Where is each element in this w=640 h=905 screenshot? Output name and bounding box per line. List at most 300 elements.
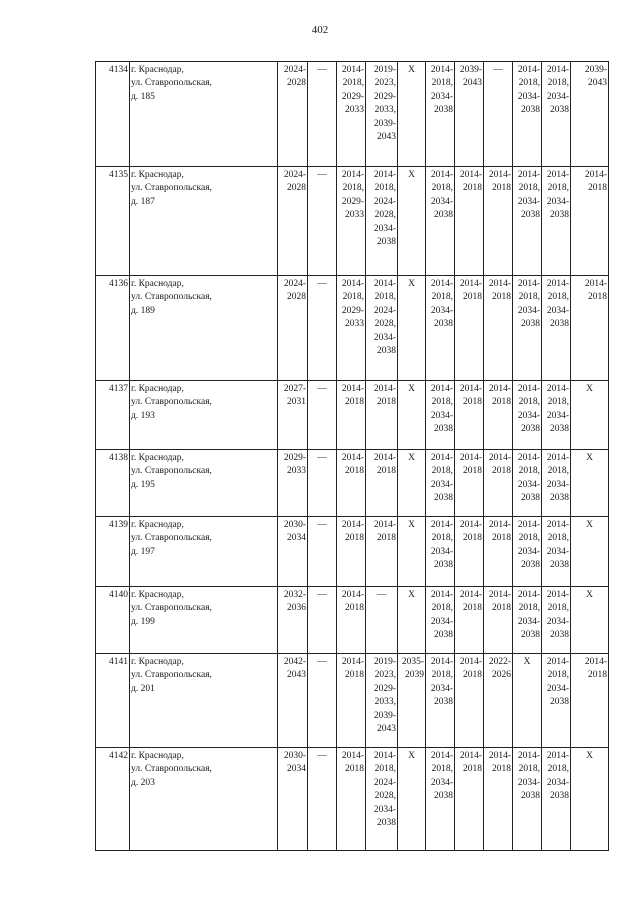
period-cell	[426, 587, 455, 654]
period-line: 2018	[377, 397, 396, 408]
period-line: 2018	[588, 670, 607, 681]
period-cell	[426, 654, 455, 748]
period-line: 2028	[287, 78, 306, 89]
period-line: 2014-	[517, 384, 540, 394]
period-line: 2018	[463, 466, 482, 477]
period-line: 2038	[521, 791, 540, 802]
period-line: 2014-	[373, 520, 396, 530]
period-line: 2014-	[430, 65, 453, 75]
period-cell	[366, 381, 398, 450]
empty-mark: —	[308, 654, 337, 748]
period-line: 2039-	[373, 710, 396, 721]
not-applicable-mark: X	[398, 62, 426, 167]
period-line: 2034-	[517, 616, 540, 627]
period-line: 2014-	[341, 590, 364, 600]
address-line: д. 195	[131, 479, 155, 490]
period-cell	[455, 62, 484, 167]
period-line: 2034-	[430, 777, 453, 788]
period-line: 2033	[287, 466, 306, 477]
period-line: 2019-	[373, 65, 396, 75]
period-cell	[366, 62, 398, 167]
period-cell	[484, 381, 513, 450]
period-line: 2014-	[488, 279, 511, 289]
empty-mark: —	[308, 62, 337, 167]
period-line: 2014-	[459, 279, 482, 289]
period-line: 2014-	[373, 453, 396, 463]
period-cell	[366, 450, 398, 517]
period-line: 2018,	[518, 292, 540, 303]
period-cell	[571, 276, 609, 381]
period-line: 2018,	[518, 183, 540, 194]
period-line: 2034-	[517, 410, 540, 421]
period-line: 2018	[588, 292, 607, 303]
period-line: 2018,	[431, 292, 453, 303]
period-line: 2036	[287, 603, 306, 614]
period-line: 2042-	[283, 657, 306, 667]
period-line: 2028	[287, 183, 306, 194]
table-row	[96, 587, 609, 654]
period-line: 2018	[463, 533, 482, 544]
period-line: 2014-	[430, 751, 453, 761]
address-cell	[130, 587, 278, 654]
row-number: 4139	[96, 517, 130, 587]
period-line: 2018,	[374, 764, 396, 775]
row-number: 4141	[96, 654, 130, 748]
period-line: 2014-	[341, 520, 364, 530]
period-line: 2034	[287, 533, 306, 544]
period-line: 2014-	[546, 657, 569, 667]
period-line: 2014-	[341, 657, 364, 667]
period-line: 2014-	[517, 590, 540, 600]
period-line: 2014-	[546, 453, 569, 463]
period-line: 2032-	[283, 590, 306, 600]
period-line: 2018,	[431, 764, 453, 775]
period-cell	[484, 167, 513, 276]
address-cell	[130, 167, 278, 276]
period-line: 2033,	[374, 697, 396, 708]
period-cell	[571, 62, 609, 167]
period-cell	[337, 587, 366, 654]
period-cell	[278, 167, 308, 276]
period-line: 2018	[463, 397, 482, 408]
period-line: 2014-	[517, 453, 540, 463]
period-line: 2034-	[546, 305, 569, 316]
period-cell	[542, 450, 571, 517]
period-cell	[337, 450, 366, 517]
period-line: 2014-	[546, 65, 569, 75]
row-number: 4137	[96, 381, 130, 450]
not-applicable-mark: X	[398, 587, 426, 654]
period-cell	[366, 517, 398, 587]
period-line: 2018,	[547, 397, 569, 408]
period-line: 2014-	[341, 65, 364, 75]
period-line: 2014-	[341, 170, 364, 180]
table-row	[96, 381, 609, 450]
period-line: 2024-	[373, 305, 396, 316]
housing-register-table	[95, 61, 609, 851]
address-line: г. Краснодар,	[131, 751, 184, 761]
period-line: 2034-	[546, 410, 569, 421]
period-cell	[398, 654, 426, 748]
period-line: 2018,	[431, 533, 453, 544]
period-line: 2038	[550, 210, 569, 221]
period-line: 2018	[377, 466, 396, 477]
address-line: д. 203	[131, 777, 155, 788]
period-line: 2034-	[517, 91, 540, 102]
period-line: 2014-	[584, 170, 607, 180]
period-line: 2038	[550, 630, 569, 641]
period-line: 2014-	[459, 170, 482, 180]
period-line: 2018,	[547, 764, 569, 775]
period-line: 2034-	[517, 305, 540, 316]
period-line: 2028,	[374, 319, 396, 330]
period-line: 2039-	[373, 118, 396, 129]
not-applicable-mark: X	[398, 517, 426, 587]
period-line: 2038	[521, 105, 540, 116]
not-applicable-mark: X	[571, 450, 609, 517]
address-line: г. Краснодар,	[131, 170, 184, 180]
period-line: 2014-	[430, 384, 453, 394]
address-cell	[130, 748, 278, 851]
period-line: 2039-	[459, 65, 482, 75]
period-line: 2043	[377, 724, 396, 735]
period-line: 2019-	[373, 657, 396, 667]
empty-mark: —	[308, 381, 337, 450]
period-line: 2014-	[488, 453, 511, 463]
period-line: 2018	[377, 533, 396, 544]
period-line: 2030-	[283, 520, 306, 530]
period-line: 2018	[463, 292, 482, 303]
period-line: 2023,	[374, 670, 396, 681]
table-row	[96, 450, 609, 517]
period-cell	[484, 517, 513, 587]
period-line: 2034-	[546, 777, 569, 788]
period-line: 2033	[345, 319, 364, 330]
address-cell	[130, 450, 278, 517]
period-cell	[513, 748, 542, 851]
address-line: ул. Ставропольская,	[131, 466, 212, 477]
period-line: 2018	[345, 764, 364, 775]
period-cell	[366, 167, 398, 276]
period-cell	[484, 450, 513, 517]
period-line: 2018,	[518, 764, 540, 775]
address-line: г. Краснодар,	[131, 590, 184, 600]
period-line: 2034-	[517, 777, 540, 788]
row-number: 4135	[96, 167, 130, 276]
period-line: 2034-	[430, 91, 453, 102]
not-applicable-mark: X	[571, 748, 609, 851]
period-line: 2018	[345, 397, 364, 408]
period-line: 2038	[434, 791, 453, 802]
row-number: 4138	[96, 450, 130, 517]
period-line: 2038	[434, 424, 453, 435]
period-line: 2034-	[546, 479, 569, 490]
period-line: 2024-	[283, 170, 306, 180]
not-applicable-mark: X	[398, 450, 426, 517]
period-line: 2038	[434, 697, 453, 708]
table-row	[96, 276, 609, 381]
period-line: 2018,	[547, 603, 569, 614]
period-cell	[455, 587, 484, 654]
period-line: 2018,	[342, 292, 364, 303]
empty-mark: —	[308, 517, 337, 587]
period-line: 2018	[463, 764, 482, 775]
period-line: 2034-	[430, 479, 453, 490]
period-line: 2014-	[459, 657, 482, 667]
period-line: 2018,	[431, 603, 453, 614]
period-line: 2014-	[373, 279, 396, 289]
period-line: 2038	[550, 105, 569, 116]
period-line: 2014-	[430, 453, 453, 463]
period-cell	[455, 517, 484, 587]
period-line: 2014-	[546, 279, 569, 289]
period-line: 2018,	[547, 670, 569, 681]
address-line: д. 199	[131, 616, 155, 627]
period-line: 2043	[463, 78, 482, 89]
period-line: 2031	[287, 397, 306, 408]
period-line: 2033	[345, 210, 364, 221]
period-line: 2038	[550, 493, 569, 504]
period-cell	[337, 748, 366, 851]
period-line: 2029-	[373, 91, 396, 102]
period-line: 2014-	[517, 65, 540, 75]
period-line: 2014-	[430, 590, 453, 600]
empty-mark: —	[308, 276, 337, 381]
period-line: 2034-	[430, 616, 453, 627]
period-line: 2027-	[283, 384, 306, 394]
period-cell	[513, 517, 542, 587]
period-line: 2034-	[430, 410, 453, 421]
address-line: г. Краснодар,	[131, 384, 184, 394]
period-cell	[366, 276, 398, 381]
period-line: 2014-	[341, 384, 364, 394]
period-line: 2033,	[374, 105, 396, 116]
address-line: ул. Ставропольская,	[131, 764, 212, 775]
period-line: 2018,	[518, 533, 540, 544]
period-cell	[278, 654, 308, 748]
address-line: д. 185	[131, 91, 155, 102]
period-line: 2018	[463, 603, 482, 614]
period-line: 2018,	[547, 183, 569, 194]
address-line: ул. Ставропольская,	[131, 533, 212, 544]
period-cell	[455, 450, 484, 517]
not-applicable-mark: X	[398, 748, 426, 851]
period-line: 2014-	[430, 657, 453, 667]
address-line: д. 187	[131, 196, 155, 207]
period-line: 2018,	[342, 183, 364, 194]
period-line: 2039	[405, 670, 424, 681]
period-line: 2038	[521, 319, 540, 330]
address-line: д. 193	[131, 410, 155, 421]
period-line: 2033	[345, 105, 364, 116]
period-cell	[278, 381, 308, 450]
address-line: д. 197	[131, 546, 155, 557]
period-cell	[426, 167, 455, 276]
period-line: 2034-	[430, 305, 453, 316]
address-line: г. Краснодар,	[131, 657, 184, 667]
period-line: 2034-	[430, 546, 453, 557]
period-line: 2038	[434, 560, 453, 571]
table-row	[96, 654, 609, 748]
period-line: 2014-	[546, 384, 569, 394]
period-line: 2024-	[283, 279, 306, 289]
period-cell	[278, 62, 308, 167]
period-line: 2030-	[283, 751, 306, 761]
page-number: 402	[311, 24, 329, 36]
period-cell	[337, 381, 366, 450]
table-row	[96, 167, 609, 276]
period-cell	[571, 167, 609, 276]
period-line: 2014-	[341, 453, 364, 463]
period-line: 2018,	[374, 292, 396, 303]
address-line: г. Краснодар,	[131, 453, 184, 463]
period-line: 2038	[434, 210, 453, 221]
period-line: 2034	[287, 764, 306, 775]
address-line: д. 189	[131, 305, 155, 316]
period-line: 2014-	[517, 279, 540, 289]
period-cell	[366, 748, 398, 851]
period-cell	[542, 62, 571, 167]
period-line: 2018,	[518, 466, 540, 477]
period-line: 2018,	[547, 466, 569, 477]
period-line: 2018	[345, 466, 364, 477]
period-line: 2018,	[431, 397, 453, 408]
period-cell	[484, 276, 513, 381]
period-cell	[513, 167, 542, 276]
period-line: 2022-	[488, 657, 511, 667]
address-cell	[130, 654, 278, 748]
period-cell	[278, 587, 308, 654]
period-line: 2034-	[430, 196, 453, 207]
period-line: 2026	[492, 670, 511, 681]
period-line: 2014-	[341, 751, 364, 761]
not-applicable-mark: X	[398, 381, 426, 450]
period-cell	[513, 62, 542, 167]
not-applicable-mark: X	[398, 276, 426, 381]
period-line: 2038	[521, 424, 540, 435]
period-cell	[278, 748, 308, 851]
period-line: 2014-	[373, 384, 396, 394]
period-line: 2024-	[283, 65, 306, 75]
period-cell	[426, 450, 455, 517]
period-cell	[426, 517, 455, 587]
period-cell	[542, 167, 571, 276]
period-line: 2018	[345, 603, 364, 614]
period-line: 2029-	[341, 91, 364, 102]
empty-mark: —	[308, 587, 337, 654]
empty-mark: —	[308, 167, 337, 276]
not-applicable-mark: X	[571, 587, 609, 654]
period-line: 2018	[345, 670, 364, 681]
period-line: 2038	[377, 818, 396, 829]
period-cell	[426, 276, 455, 381]
period-line: 2014-	[546, 751, 569, 761]
period-cell	[542, 276, 571, 381]
not-applicable-mark: X	[398, 167, 426, 276]
period-line: 2018,	[374, 183, 396, 194]
address-line: д. 201	[131, 683, 155, 694]
empty-mark: —	[484, 62, 513, 167]
period-cell	[455, 748, 484, 851]
period-line: 2018	[492, 397, 511, 408]
period-cell	[542, 748, 571, 851]
period-line: 2014-	[488, 384, 511, 394]
period-line: 2018	[492, 533, 511, 544]
period-line: 2038	[434, 105, 453, 116]
period-line: 2034-	[373, 804, 396, 815]
period-line: 2034-	[517, 196, 540, 207]
period-line: 2018,	[342, 78, 364, 89]
period-cell	[513, 587, 542, 654]
period-line: 2038	[434, 493, 453, 504]
period-line: 2018	[588, 183, 607, 194]
period-line: 2038	[550, 560, 569, 571]
period-cell	[337, 276, 366, 381]
address-line: ул. Ставропольская,	[131, 292, 212, 303]
row-number: 4136	[96, 276, 130, 381]
period-line: 2028,	[374, 210, 396, 221]
period-cell	[426, 381, 455, 450]
period-line: 2014-	[459, 520, 482, 530]
period-line: 2014-	[488, 590, 511, 600]
period-cell	[278, 450, 308, 517]
period-cell	[278, 276, 308, 381]
period-line: 2035-	[401, 657, 424, 667]
period-line: 2018	[492, 466, 511, 477]
period-line: 2038	[521, 630, 540, 641]
row-number: 4134	[96, 62, 130, 167]
period-cell	[426, 62, 455, 167]
period-line: 2018	[345, 533, 364, 544]
address-line: г. Краснодар,	[131, 520, 184, 530]
row-number: 4142	[96, 748, 130, 851]
period-cell	[513, 381, 542, 450]
period-cell	[455, 381, 484, 450]
period-line: 2034-	[546, 683, 569, 694]
period-line: 2014-	[517, 520, 540, 530]
period-line: 2014-	[459, 453, 482, 463]
period-line: 2018,	[518, 603, 540, 614]
period-cell	[542, 654, 571, 748]
period-line: 2029-	[283, 453, 306, 463]
period-cell	[542, 587, 571, 654]
period-line: 2038	[521, 210, 540, 221]
period-cell	[278, 517, 308, 587]
period-line: 2014-	[517, 751, 540, 761]
period-cell	[484, 748, 513, 851]
period-line: 2018	[492, 603, 511, 614]
period-line: 2034-	[373, 332, 396, 343]
period-line: 2038	[521, 560, 540, 571]
address-cell	[130, 381, 278, 450]
period-line: 2034-	[546, 91, 569, 102]
period-line: 2034-	[430, 683, 453, 694]
period-line: 2014-	[546, 520, 569, 530]
period-line: 2014-	[546, 170, 569, 180]
table-row	[96, 517, 609, 587]
period-line: 2029-	[341, 305, 364, 316]
period-line: 2014-	[373, 170, 396, 180]
period-cell	[484, 587, 513, 654]
empty-mark: —	[366, 587, 398, 654]
period-line: 2018,	[431, 78, 453, 89]
period-line: 2018	[463, 670, 482, 681]
address-cell	[130, 62, 278, 167]
period-line: 2028,	[374, 791, 396, 802]
period-line: 2023,	[374, 78, 396, 89]
period-line: 2014-	[373, 751, 396, 761]
period-line: 2034-	[373, 223, 396, 234]
